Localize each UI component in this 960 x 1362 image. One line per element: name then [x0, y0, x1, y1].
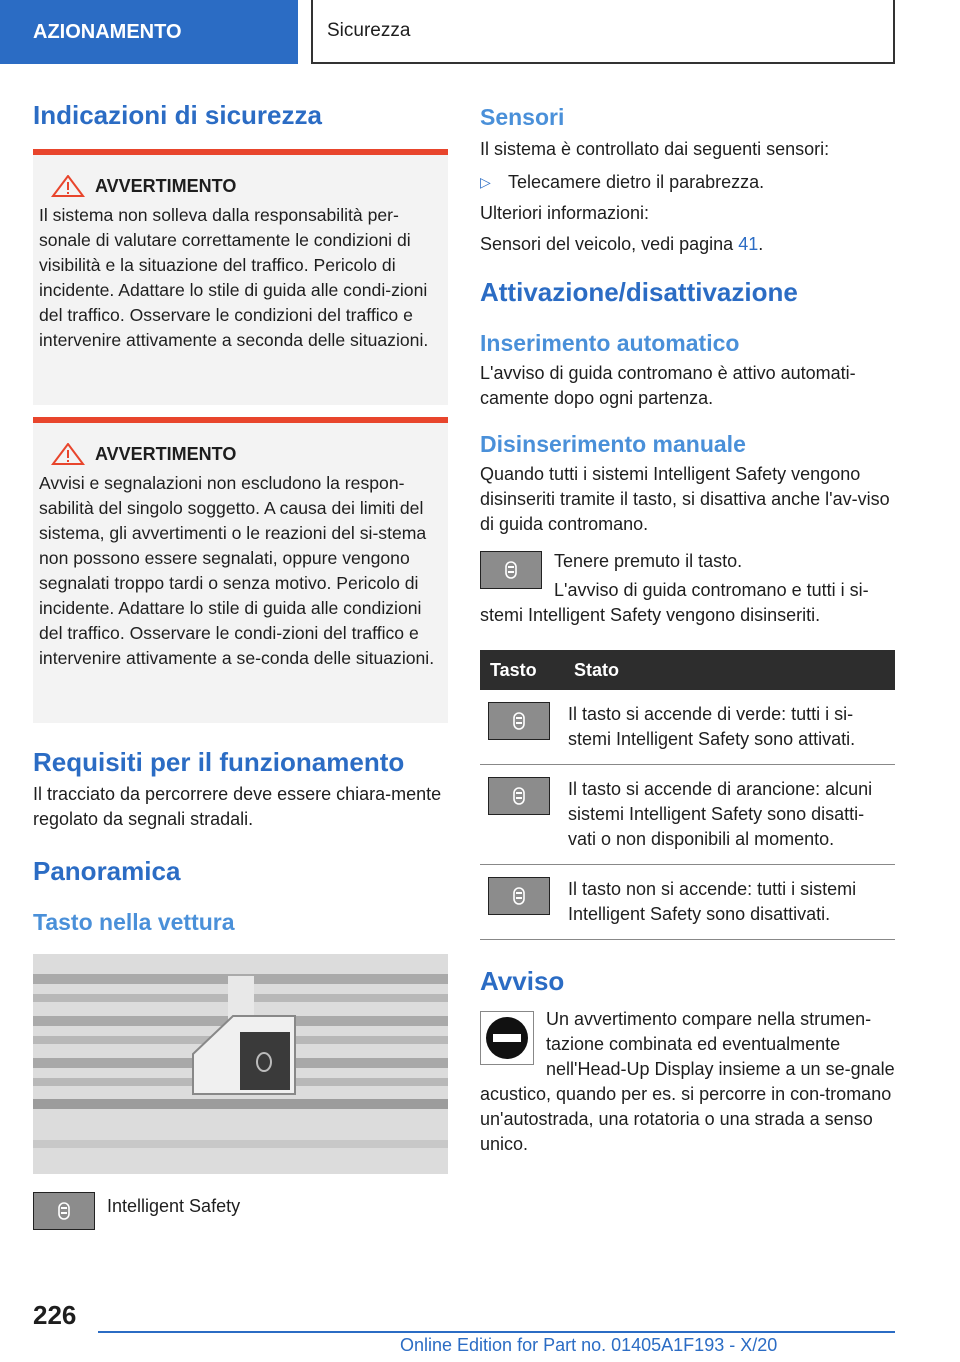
- status-table: [480, 650, 895, 940]
- warning-text: Avvisi e segnalazioni non escludono la respon-sabilità del singolo soggetto. A causa dei limiti del sistema, gli avvertimenti o le reazioni del si-stema non possono essere segnalati, oppure vengono segnalati troppo tardi o senza motivo. Pericolo di incidente. Adattare lo stile di guida alle condizioni del traffico. Osservare le condi-zioni del traffico e intervenire attivamente a se-conda delle situazioni.: [39, 473, 435, 668]
- button-location-title: Tasto nella vettura: [33, 909, 235, 935]
- right-column: [480, 100, 895, 1157]
- manual-step-2: L'avviso di guida contromano e tutti i si-stemi Intelligent Safety vengono disinseriti.: [480, 580, 869, 625]
- table-cell-icon: [480, 865, 564, 940]
- table-header-row: [480, 650, 895, 690]
- section-title: Indicazioni di sicurezza: [33, 100, 322, 130]
- warning-box: [33, 149, 448, 405]
- dashboard-photo-illustration: [33, 954, 448, 1174]
- notice-block: [480, 1007, 895, 1157]
- intelligent-safety-button-icon: [480, 551, 542, 589]
- table-cell-icon: [480, 765, 564, 865]
- warning-box: [33, 417, 448, 723]
- warning-triangle-icon: [51, 175, 85, 197]
- sensors-reference-text: Sensori del veicolo, vedi pagina: [480, 234, 734, 254]
- sensors-item-text: Telecamere dietro il parabrezza.: [508, 172, 765, 192]
- button-off-state-icon: [488, 877, 550, 915]
- page-number: 226: [33, 1300, 77, 1330]
- manual-title: Disinserimento manuale: [480, 431, 746, 457]
- sensors-list-item: [480, 170, 895, 195]
- manual-step-block: [480, 549, 895, 628]
- chapter-title: [311, 0, 895, 64]
- manual-text: Quando tutti i sistemi Intelligent Safety vengono disinseriti tramite il tasto, si disattiva anche l'av-viso di guida contromano.: [480, 464, 890, 534]
- triangle-bullet-icon: ▷: [480, 174, 491, 190]
- button-orange-state-icon: [488, 777, 550, 815]
- chapter-label: Sicurezza: [327, 20, 411, 41]
- auto-title: Inserimento automatico: [480, 330, 740, 356]
- page-link[interactable]: 41: [738, 234, 759, 254]
- requirements-title: Requisiti per il funzionamento: [33, 747, 405, 777]
- table-row: [480, 765, 895, 865]
- warning-triangle-icon: [51, 443, 85, 465]
- button-caption-row: [33, 1192, 448, 1230]
- sensors-text: Il sistema è controllato dai seguenti sensori:: [480, 139, 830, 159]
- overview-title: Panoramica: [33, 856, 181, 886]
- warning-label: AVVERTIMENTO: [95, 175, 237, 196]
- no-entry-icon: [480, 1011, 534, 1065]
- table-cell-state: Il tasto si accende di verde: tutti i si-stemi Intelligent Safety sono attivati.: [564, 690, 895, 765]
- section-tab: AZIONAMENTO: [0, 0, 298, 64]
- table-header-key: Tasto: [480, 650, 564, 690]
- sensors-reference: Sensori del veicolo, vedi pagina 41.: [480, 234, 764, 254]
- notice-title: Avviso: [480, 966, 565, 996]
- activation-title: Attivazione/disattivazione: [480, 277, 798, 307]
- sensors-title: Sensori: [480, 104, 565, 130]
- warning-header: [39, 175, 440, 197]
- table-cell-state: Il tasto si accende di arancione: alcuni sistemi Intelligent Safety sono disatti-vati o non disponibili al momento.: [564, 765, 895, 865]
- manual-step-1: Tenere premuto il tasto.: [554, 551, 743, 571]
- table-header-state: Stato: [564, 650, 895, 690]
- intelligent-safety-button-icon: [33, 1192, 95, 1230]
- table-cell-state: Il tasto non si accende: tutti i sistemi Intelligent Safety sono disattivati.: [564, 865, 895, 940]
- table-row: [480, 690, 895, 765]
- footer-divider: [98, 1331, 895, 1333]
- table-cell-icon: [480, 690, 564, 765]
- requirements-text: Il tracciato da percorrere deve essere chiara-mente regolato da segnali stradali.: [33, 784, 442, 829]
- button-caption: Intelligent Safety: [107, 1196, 241, 1216]
- more-info-label: Ulteriori informazioni:: [480, 203, 650, 223]
- warning-label: AVVERTIMENTO: [95, 443, 237, 464]
- warning-text: Il sistema non solleva dalla responsabilità per-sonale di valutare correttamente le condizioni di visibilità e la situazione del traffico. Pericolo di incidente. Adattare lo stile di guida alle condi-zioni del traffico. Osservare le condizioni del traffico e intervenire attivamente a seconda delle situazioni.: [39, 205, 429, 350]
- footer-edition: Online Edition for Part no. 01405A1F193 - X/20: [400, 1335, 778, 1355]
- table-row: [480, 865, 895, 940]
- button-green-state-icon: [488, 702, 550, 740]
- vehicle-button-photo: [33, 954, 448, 1174]
- left-column: [33, 100, 448, 1230]
- notice-text: Un avvertimento compare nella strumen-tazione combinata ed eventualmente nell'Head-Up Display insieme a un se-gnale acustico, quando per es. si percorre in con-tromano un'autostrada, una rotatoria o una strada a senso unico.: [480, 1009, 895, 1154]
- warning-header: [39, 443, 440, 465]
- auto-text: L'avviso di guida contromano è attivo automati-camente dopo ogni partenza.: [480, 363, 856, 408]
